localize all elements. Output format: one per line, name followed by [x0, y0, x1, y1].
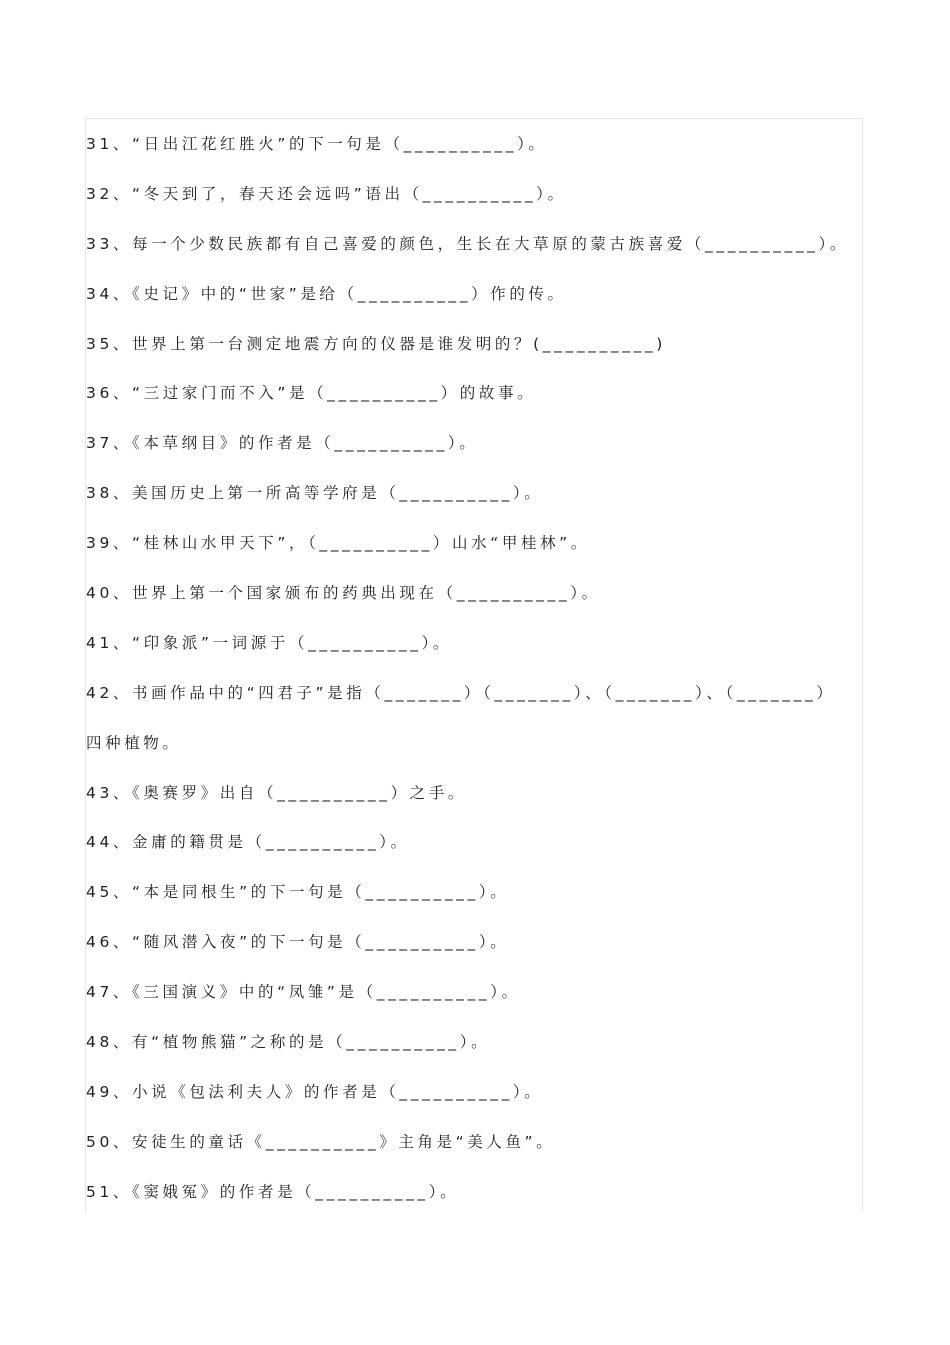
question-37: 37、《本草纲目》的作者是（__________）。 [86, 434, 479, 453]
question-49: 49、小说《包法利夫人》的作者是（__________）。 [86, 1082, 544, 1101]
question-33: 33、每一个少数民族都有自己喜爱的颜色，生长在大草原的蒙古族喜爱（__________）。 [86, 234, 849, 253]
question-31: 31、“日出江花红胜火”的下一句是（__________）。 [86, 135, 548, 153]
question-44: 44、金庸的籍贯是（__________）。 [86, 833, 410, 852]
question-46: 46、“随风潜入夜”的下一句是（__________）。 [86, 933, 510, 952]
question-36: 36、“三过家门而不入”是（__________）的故事。 [86, 384, 537, 403]
question-list [86, 130, 876, 1228]
question-51: 51、《窦娥冤》的作者是（__________）。 [86, 1182, 460, 1201]
question-39: 39、“桂林山水甲天下”，（__________）山水“甲桂林”。 [86, 534, 590, 553]
question-45: 45、“本是同根生”的下一句是（__________）。 [86, 883, 510, 902]
question-40: 40、世界上第一个国家颁布的药典出现在（__________）。 [86, 584, 601, 603]
question-50: 50、安徒生的童话《__________》主角是“美人鱼”。 [86, 1132, 556, 1151]
question-32: 32、“冬天到了，春天还会远吗”语出（__________）。 [86, 184, 567, 203]
question-41: 41、“印象派”一词源于（__________）。 [86, 633, 453, 652]
question-42: 42、书画作品中的“四君子”是指（_______）（_______）、（_______）、（_______） [86, 683, 836, 702]
question-42-continued: 四种植物。 [86, 733, 182, 752]
question-38: 38、美国历史上第一所高等学府是（__________）。 [86, 484, 544, 503]
question-43: 43、《奥赛罗》出自（__________）之手。 [86, 783, 467, 802]
question-34: 34、《史记》中的“世家”是给（__________）作的传。 [86, 284, 567, 303]
question-47: 47、《三国演义》中的“凤雏”是（__________）。 [86, 983, 521, 1002]
question-35: 35、世界上第一台测定地震方向的仪器是谁发明的？(__________) [86, 334, 666, 353]
question-48: 48、有“植物熊猫”之称的是（__________）。 [86, 1033, 491, 1052]
